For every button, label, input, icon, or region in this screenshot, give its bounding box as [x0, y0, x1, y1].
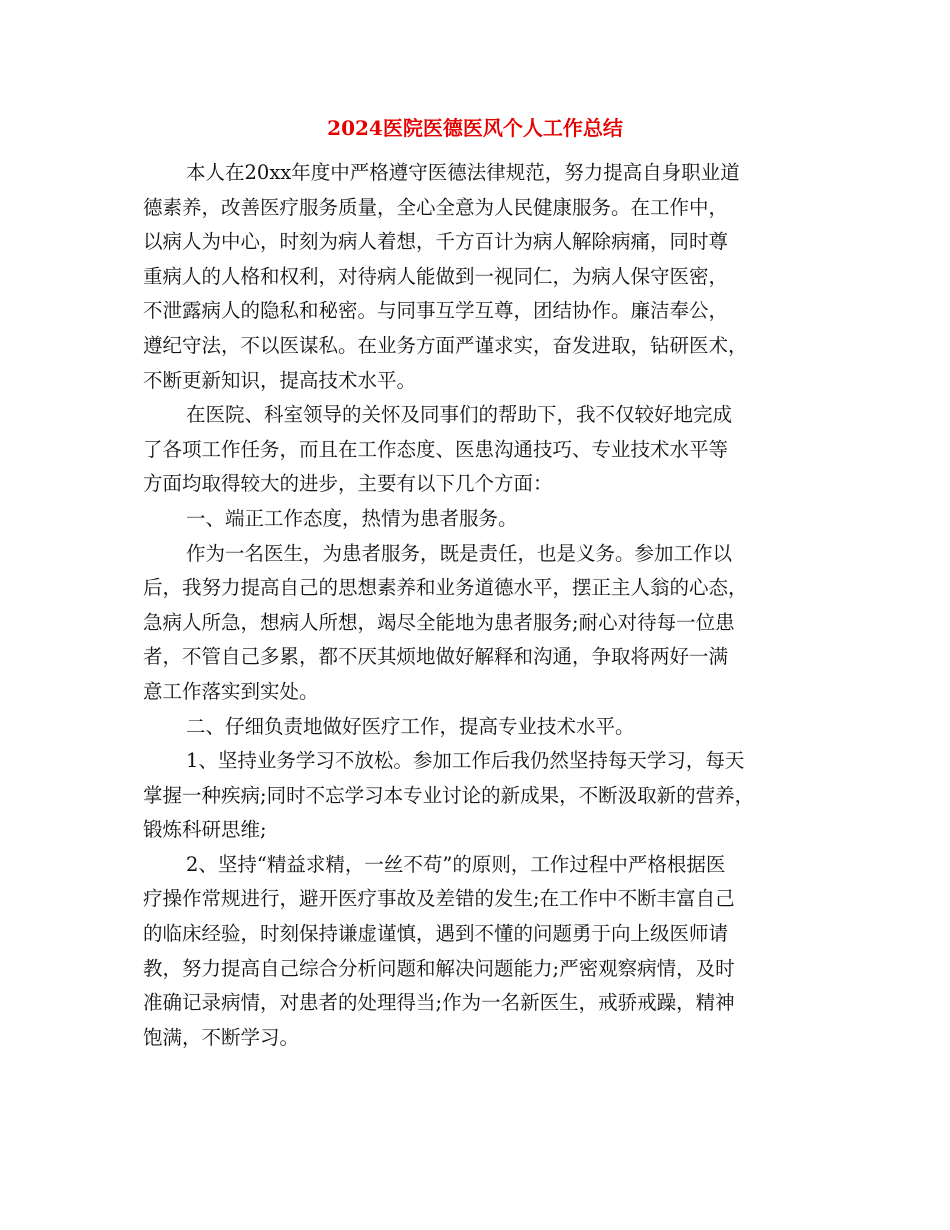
body-line: 疗操作常规进行，避开医疗事故及差错的发生;在工作中不断丰富自己 [143, 887, 735, 911]
body-line: 方面均取得较大的进步，主要有以下几个方面： [143, 472, 553, 496]
section-heading: 一、端正工作态度，热情为患者服务。 [186, 506, 518, 530]
body-line: 德素养，改善医疗服务质量，全心全意为人民健康服务。在工作中， [143, 195, 729, 219]
body-line: 急病人所急，想病人所想，竭尽全能地为患者服务;耐心对待每一位患 [143, 610, 735, 634]
body-line: 以病人为中心，时刻为病人着想，千方百计为病人解除病痛，同时尊 [143, 230, 729, 254]
body-line: 作为一名医生，为患者服务，既是责任，也是义务。参加工作以 [186, 541, 733, 565]
body-line: 了各项工作任务，而且在工作态度、医患沟通技巧、专业技术水平等 [143, 437, 729, 461]
body-line: 准确记录病情，对患者的处理得当;作为一名新医生，戒骄戒躁，精神 [143, 991, 735, 1015]
body-line: 1、坚持业务学习不放松。参加工作后我仍然坚持每天学习，每天 [186, 749, 745, 773]
body-line: 饱满，不断学习。 [143, 1025, 300, 1049]
body-line: 不断更新知识，提高技术水平。 [143, 368, 417, 392]
body-line: 在医院、科室领导的关怀及同事们的帮助下，我不仅较好地完成 [186, 403, 733, 427]
body-line: 掌握一种疾病;同时不忘学习本专业讨论的新成果，不断汲取新的营养， [143, 783, 755, 807]
body-line: 锻炼科研思维; [143, 818, 267, 842]
section-heading: 二、仔细负责地做好医疗工作，提高专业技术水平。 [186, 714, 635, 738]
body-line: 意工作落实到实处。 [143, 679, 319, 703]
document-title: 2024医院医德医风个人工作总结 [327, 116, 623, 140]
body-line: 者，不管自己多累，都不厌其烦地做好解释和沟通，争取将两好一满 [143, 645, 729, 669]
body-line: 2、坚持“精益求精，一丝不苟”的原则，工作过程中严格根据医 [186, 852, 726, 876]
body-line: 遵纪守法，不以医谋私。在业务方面严谨求实，奋发进取，钻研医术， [143, 333, 748, 357]
body-line: 不泄露病人的隐私和秘密。与同事互学互尊，团结协作。廉洁奉公， [143, 299, 729, 323]
body-line: 本人在20xx年度中严格遵守医德法律规范，努力提高自身职业道 [186, 161, 740, 184]
body-line: 后，我努力提高自己的思想素养和业务道德水平，摆正主人翁的心态， [143, 576, 748, 600]
document-body [143, 156, 815, 1055]
body-line: 教，努力提高自己综合分析问题和解决问题能力;严密观察病情，及时 [143, 956, 735, 980]
body-line: 重病人的人格和权利，对待病人能做到一视同仁，为病人保守医密， [143, 264, 729, 288]
body-line: 的临床经验，时刻保持谦虚谨慎，遇到不懂的问题勇于向上级医师请 [143, 922, 729, 946]
